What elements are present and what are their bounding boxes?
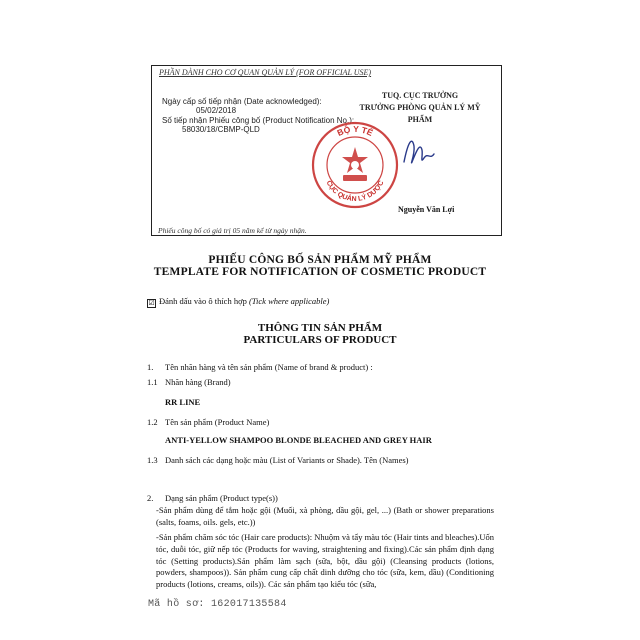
official-use-header: PHẦN DÀNH CHO CƠ QUAN QUẢN LÝ (FOR OFFICIAL USE) bbox=[159, 68, 372, 77]
notification-number-label: Số tiếp nhận Phiếu công bố (Product Notification No.): bbox=[162, 115, 355, 125]
signer-name: Nguyễn Văn Lợi bbox=[398, 205, 455, 214]
item-text: Tên sản phẩm (Product Name) bbox=[165, 417, 270, 427]
section-title-vi: THÔNG TIN SẢN PHẨM bbox=[257, 322, 383, 334]
tick-note bbox=[147, 296, 329, 308]
item-text: Tên nhãn hàng và tên sản phẩm (Name of brand & product) : bbox=[165, 362, 373, 372]
file-code: Mã hồ sơ: 162017135584 bbox=[148, 599, 287, 610]
date-acknowledged-value: 05/02/2018 bbox=[196, 106, 237, 116]
item-number: 1.3 bbox=[147, 455, 158, 465]
item-number: 2. bbox=[147, 493, 154, 503]
notification-number-value: 58030/18/CBMP-QLD bbox=[182, 125, 260, 135]
item-number: 1. bbox=[147, 362, 154, 372]
document-title-en: TEMPLATE FOR NOTIFICATION OF COSMETIC PRODUCT bbox=[153, 266, 487, 278]
signature-icon bbox=[398, 132, 440, 172]
item-text: Nhãn hàng (Brand) bbox=[165, 377, 231, 387]
item-1-1 bbox=[147, 377, 231, 387]
item-text: Dạng sản phẩm (Product type(s)) bbox=[165, 493, 278, 503]
tick-note-vi: Đánh dấu vào ô thích hợp bbox=[159, 296, 247, 306]
product-type-hair-care: -Sản phẩm chăm sóc tóc (Hair care products): Nhuộm và tẩy màu tóc (Hair tints and bleaches).Uốn tóc, duỗi tóc, giữ nếp tóc (Products for waving, straightening and fixing).Các sản phẩm định dạng tóc (Setting products).Sản phẩm làm sạch (sữa, bột, dầu gội) (Cleansing products (lotions, powders, shampoos)). Sản phẩm cung cấp chất dinh dưỡng cho tóc (sữa, kem, dầu) (Conditioning products (lotions, creams, oils)). Các sản phẩm tạo kiểu tóc (sữa, bbox=[156, 532, 494, 590]
seal-text-top: BỘ Y TẾ bbox=[335, 123, 375, 138]
item-1 bbox=[147, 362, 373, 372]
document-title-vi: PHIẾU CÔNG BỐ SẢN PHẨM MỸ PHẨM bbox=[208, 254, 432, 266]
product-name-value: ANTI-YELLOW SHAMPOO BLONDE BLEACHED AND GREY HAIR bbox=[165, 435, 432, 445]
checkbox-icon: ☑ bbox=[148, 299, 155, 307]
official-red-seal-icon bbox=[310, 120, 400, 210]
validity-note: Phiếu công bố có giá trị 05 năm kể từ ngày nhận. bbox=[158, 226, 307, 235]
brand-value: RR LINE bbox=[165, 397, 201, 407]
item-2 bbox=[147, 493, 278, 503]
item-1-3 bbox=[147, 455, 409, 465]
section-title-en: PARTICULARS OF PRODUCT bbox=[243, 334, 397, 346]
date-acknowledged-label: Ngày cấp số tiếp nhận (Date acknowledged): bbox=[162, 97, 322, 106]
tick-note-en: (Tick where applicable) bbox=[248, 296, 330, 306]
product-type-bath: -Sản phẩm dùng để tắm hoặc gội (Muối, xà phòng, dầu gội, gel, ...) (Bath or shower preparations (salts, foams, oils. gels, etc.)) bbox=[156, 505, 494, 527]
authority-line-1: TUQ. CỤC TRƯỞNG bbox=[381, 91, 459, 100]
item-text: Danh sách các dạng hoặc màu (List of Variants or Shade). Tên (Names) bbox=[165, 455, 409, 465]
seal-text-bottom: CỤC QUẢN LÝ DƯỢC bbox=[324, 179, 386, 204]
item-number: 1.1 bbox=[147, 377, 158, 387]
authority-line-2: TRƯỞNG PHÒNG QUẢN LÝ MỸ PHẨM bbox=[359, 103, 481, 124]
item-1-2 bbox=[147, 417, 269, 427]
item-number: 1.2 bbox=[147, 417, 158, 427]
